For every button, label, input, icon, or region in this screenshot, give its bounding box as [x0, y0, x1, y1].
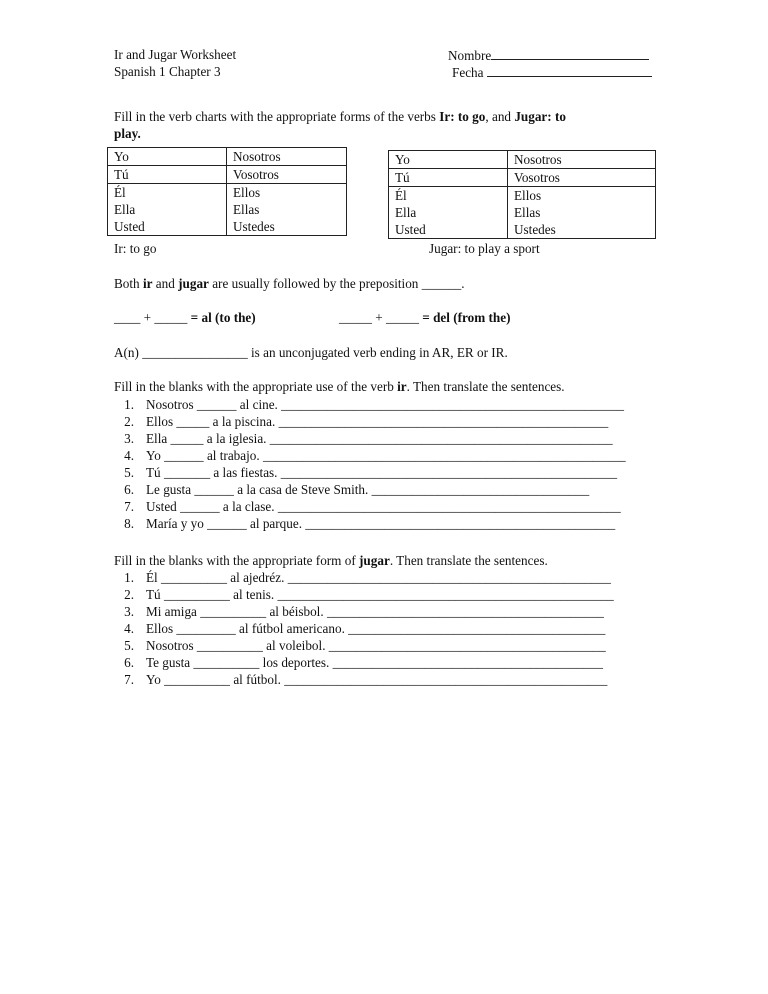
- jugar-verb-chart: [388, 150, 656, 239]
- item-text[interactable]: Ella _____ a la iglesia. ____________________________________________________: [146, 431, 613, 446]
- text: . Then translate the sentences.: [406, 379, 565, 394]
- item-text[interactable]: Ellos _________ al fútbol americano. _______________________________________: [146, 621, 606, 636]
- chart-row: [108, 148, 347, 166]
- ir-word: ir: [397, 379, 407, 394]
- text: .: [461, 276, 465, 291]
- item-text[interactable]: Tú __________ al tenis. ___________________________________________________: [146, 587, 614, 602]
- chart-cell[interactable]: Él: [108, 184, 227, 202]
- text: and: [152, 276, 179, 291]
- chart-cell[interactable]: Nosotros: [508, 151, 656, 169]
- chart-row: [108, 201, 347, 218]
- item-text[interactable]: Él __________ al ajedréz. _________________________________________________: [146, 570, 611, 585]
- list-item[interactable]: [108, 604, 604, 620]
- chart-row: [108, 166, 347, 184]
- instructions-text: Fill in the verb charts with the appropriate forms of the verbs: [114, 109, 440, 124]
- chart-cell[interactable]: Nosotros: [227, 148, 347, 166]
- item-number: 7.: [124, 672, 134, 687]
- chart-cell[interactable]: Tú: [389, 169, 508, 187]
- item-number: 1.: [124, 570, 134, 585]
- jugar-chart-caption: Jugar: to play a sport: [429, 241, 540, 256]
- item-text[interactable]: Tú _______ a las fiestas. ___________________________________________________: [146, 465, 618, 480]
- text: . Then translate the sentences.: [389, 553, 548, 568]
- al-blank-1[interactable]: ____: [114, 310, 141, 325]
- text: Both: [114, 276, 143, 291]
- text: Fill in the blanks with the appropriate form of: [114, 553, 360, 568]
- list-item[interactable]: [108, 482, 589, 498]
- text: is an unconjugated verb ending in AR, ER or IR.: [247, 345, 508, 360]
- chart-cell[interactable]: Ellos: [514, 188, 542, 203]
- chart-cell[interactable]: Yo: [108, 148, 227, 166]
- item-text[interactable]: Yo __________ al fútbol. _________________________________________________: [146, 672, 608, 687]
- item-text[interactable]: Te gusta __________ los deportes. _________________________________________: [146, 655, 603, 670]
- ir-verb-chart: [107, 147, 347, 236]
- preposition-question: [114, 276, 465, 292]
- item-number: 5.: [124, 638, 134, 653]
- list-item[interactable]: [108, 397, 624, 413]
- list-item[interactable]: [108, 448, 626, 464]
- chart-cell[interactable]: Tú: [108, 166, 227, 184]
- item-number: 8.: [124, 516, 134, 531]
- chart-cell[interactable]: Ellos: [233, 185, 261, 200]
- list-item[interactable]: [108, 638, 606, 654]
- chart-row: [389, 187, 656, 205]
- plus-sign: +: [140, 310, 155, 325]
- chart-instructions: [114, 109, 566, 125]
- item-text[interactable]: Yo ______ al trabajo. _______________________________________________________: [146, 448, 626, 463]
- date-blank[interactable]: [487, 64, 652, 77]
- chart-cell[interactable]: Ellas: [233, 202, 260, 217]
- text: are usually followed by the preposition: [208, 276, 422, 291]
- item-number: 7.: [124, 499, 134, 514]
- chart-cell[interactable]: Yo: [389, 151, 508, 169]
- item-number: 3.: [124, 431, 134, 446]
- item-text[interactable]: Nosotros __________ al voleibol. __________________________________________: [146, 638, 606, 653]
- chart-cell[interactable]: Usted: [389, 221, 508, 239]
- name-blank[interactable]: [491, 47, 649, 60]
- chart-instructions-cont: [114, 126, 141, 142]
- text: Fill in the blanks with the appropriate use of the verb: [114, 379, 398, 394]
- chart-row: [389, 221, 656, 239]
- chart-cell[interactable]: Él: [389, 187, 508, 205]
- ir-section-instructions: [114, 379, 565, 395]
- chart-cell[interactable]: Usted: [108, 218, 227, 236]
- chart-cell[interactable]: Vosotros: [227, 166, 347, 184]
- list-item[interactable]: [108, 414, 608, 430]
- list-item[interactable]: [108, 621, 605, 637]
- chart-row: [389, 151, 656, 169]
- ir-chart-caption: Ir: to go: [114, 241, 157, 256]
- item-text[interactable]: Usted ______ a la clase. ____________________________________________________: [146, 499, 621, 514]
- verb-jugar-label: Jugar: to: [514, 109, 566, 124]
- al-result: = al (to the): [187, 310, 256, 325]
- verb-jugar-label-cont: play.: [114, 126, 141, 141]
- item-text[interactable]: Ellos _____ a la piscina. __________________________________________________: [146, 414, 609, 429]
- chart-cell[interactable]: Ustedes: [514, 222, 556, 237]
- item-text[interactable]: Mi amiga __________ al béisbol. __________________________________________: [146, 604, 604, 619]
- chart-cell[interactable]: Ellas: [514, 205, 541, 220]
- item-number: 5.: [124, 465, 134, 480]
- chart-row: [389, 169, 656, 187]
- item-number: 4.: [124, 621, 134, 636]
- item-number: 4.: [124, 448, 134, 463]
- del-blank-2[interactable]: _____: [386, 310, 419, 325]
- infinitive-question: [114, 345, 508, 361]
- chart-cell[interactable]: Ustedes: [233, 219, 275, 234]
- chart-cell[interactable]: Vosotros: [508, 169, 656, 187]
- item-text[interactable]: Nosotros ______ al cine. ____________________________________________________: [146, 397, 625, 412]
- name-label: Nombre: [448, 48, 492, 63]
- worksheet-subtitle: Spanish 1 Chapter 3: [114, 64, 221, 79]
- list-item[interactable]: [108, 499, 621, 515]
- item-number: 2.: [124, 587, 134, 602]
- item-text[interactable]: Le gusta ______ a la casa de Steve Smith. _________________________________: [146, 482, 590, 497]
- al-blank-2[interactable]: _____: [154, 310, 188, 325]
- plus-sign: +: [371, 310, 386, 325]
- jugar-word: jugar: [178, 276, 209, 291]
- item-number: 3.: [124, 604, 134, 619]
- chart-row: [108, 218, 347, 236]
- preposition-blank[interactable]: ______: [421, 276, 462, 291]
- text: A(n): [114, 345, 143, 360]
- list-item[interactable]: [108, 465, 617, 481]
- list-item[interactable]: [108, 431, 613, 447]
- date-label: Fecha: [452, 65, 484, 80]
- infinitive-blank[interactable]: ________________: [142, 345, 248, 360]
- del-result: = del (from the): [418, 310, 511, 325]
- chart-row: [108, 184, 347, 202]
- ir-word: ir: [142, 276, 153, 291]
- chart-cell[interactable]: Ella: [389, 204, 508, 221]
- chart-row: [389, 204, 656, 221]
- item-number: 1.: [124, 397, 134, 412]
- list-item[interactable]: [108, 655, 603, 671]
- list-item[interactable]: [108, 570, 611, 586]
- list-item[interactable]: [108, 516, 615, 532]
- jugar-section-instructions: [114, 553, 548, 569]
- date-field[interactable]: [452, 64, 652, 81]
- jugar-word: jugar: [359, 553, 390, 568]
- contraction-al: [114, 310, 256, 326]
- del-blank-1[interactable]: _____: [339, 310, 372, 325]
- instructions-mid: , and: [485, 109, 515, 124]
- verb-ir-label: Ir: to go: [439, 109, 486, 124]
- worksheet-title: Ir and Jugar Worksheet: [114, 47, 237, 62]
- name-field[interactable]: [448, 47, 649, 64]
- chart-cell[interactable]: Ella: [108, 201, 227, 218]
- item-number: 6.: [124, 482, 134, 497]
- item-number: 6.: [124, 655, 134, 670]
- contraction-del: [339, 310, 510, 326]
- list-item[interactable]: [108, 587, 614, 603]
- list-item[interactable]: [108, 672, 607, 688]
- item-text[interactable]: María y yo ______ al parque. _______________________________________________: [146, 516, 616, 531]
- item-number: 2.: [124, 414, 134, 429]
